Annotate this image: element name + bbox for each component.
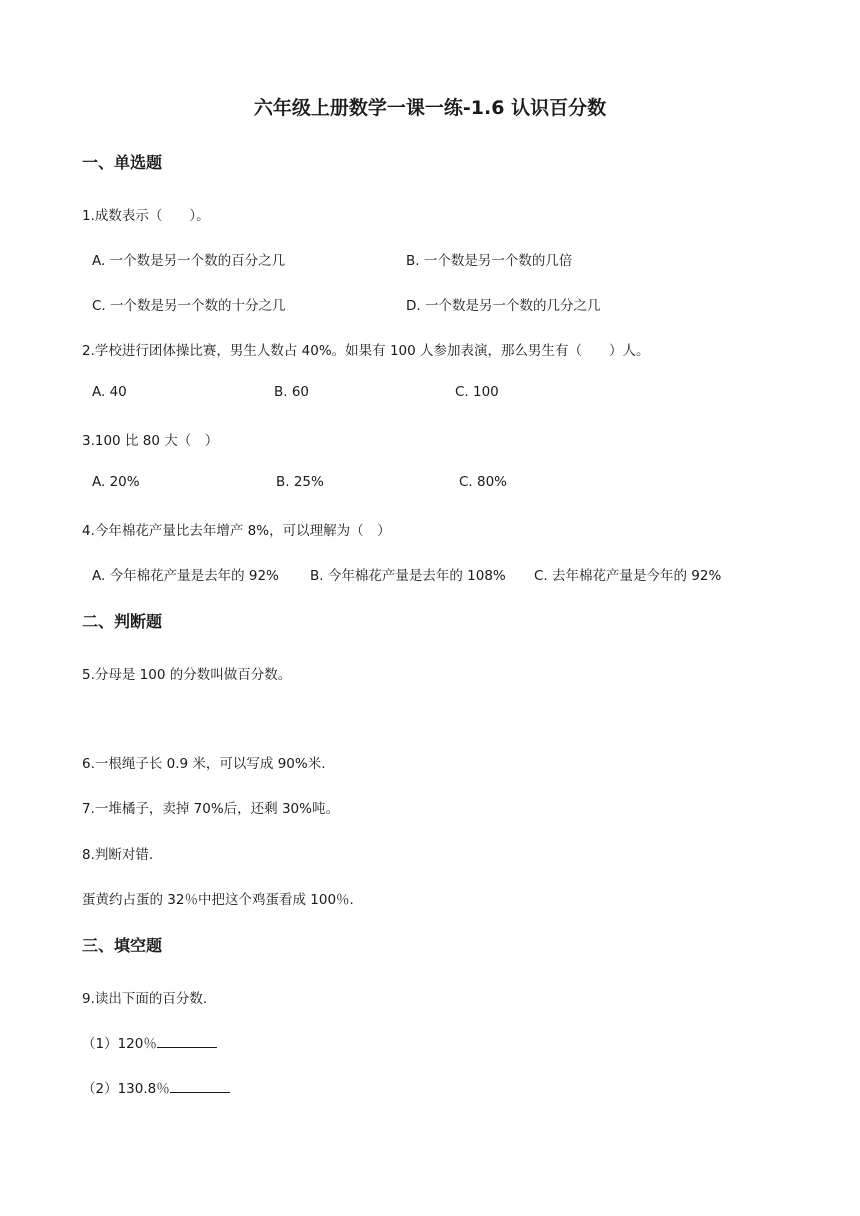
question-9-item-1 — [82, 1032, 217, 1052]
answer-blank[interactable] — [170, 1080, 230, 1093]
question-1-option-b: B. 一个数是另一个数的几倍 — [406, 253, 573, 269]
question-9-item-2-label: （2）130.8％ — [82, 1081, 170, 1097]
question-4-option-a: A. 今年棉花产量是去年的 92% — [92, 568, 279, 584]
question-4-stem: 4.今年棉花产量比去年增产 8%，可以理解为（ ） — [82, 523, 391, 539]
question-8-stem: 8.判断对错. — [82, 847, 154, 863]
question-2-option-a: A. 40 — [92, 384, 127, 400]
page-title: 六年级上册数学一课一练-1.6 认识百分数 — [253, 97, 607, 119]
question-9-item-1-label: （1）120％ — [82, 1036, 157, 1052]
question-3-option-b: B. 25% — [276, 474, 324, 490]
question-1-option-a: A. 一个数是另一个数的百分之几 — [92, 253, 286, 269]
question-2-stem: 2.学校进行团体操比赛，男生人数占 40%。如果有 100 人参加表演，那么男生有（ ）人。 — [82, 343, 650, 359]
question-1-stem: 1.成数表示（ ）。 — [82, 208, 210, 224]
question-1-option-d: D. 一个数是另一个数的几分之几 — [406, 298, 601, 314]
answer-blank[interactable] — [157, 1035, 217, 1048]
question-8-statement: 蛋黄约占蛋的 32％中把这个鸡蛋看成 100％. — [82, 892, 354, 908]
question-3-option-a: A. 20% — [92, 474, 140, 490]
section-heading-fill-blank: 三、填空题 — [82, 936, 163, 955]
question-7-stem: 7.一堆橘子，卖掉 70%后，还剩 30%吨。 — [82, 801, 339, 817]
question-1-option-c: C. 一个数是另一个数的十分之几 — [92, 298, 286, 314]
question-5-stem: 5.分母是 100 的分数叫做百分数。 — [82, 667, 292, 683]
question-9-item-2 — [82, 1077, 230, 1097]
question-9-stem: 9.读出下面的百分数. — [82, 991, 208, 1007]
question-3-option-c: C. 80% — [459, 474, 508, 490]
question-2-option-c: C. 100 — [455, 384, 499, 400]
question-4-option-c: C. 去年棉花产量是今年的 92% — [534, 568, 722, 584]
question-3-stem: 3.100 比 80 大（ ） — [82, 433, 219, 449]
section-heading-single-choice: 一、单选题 — [82, 153, 163, 172]
question-2-option-b: B. 60 — [274, 384, 310, 400]
section-heading-true-false: 二、判断题 — [82, 612, 163, 631]
question-4-option-b: B. 今年棉花产量是去年的 108% — [310, 568, 506, 584]
question-6-stem: 6.一根绳子长 0.9 米，可以写成 90%米. — [82, 756, 326, 772]
